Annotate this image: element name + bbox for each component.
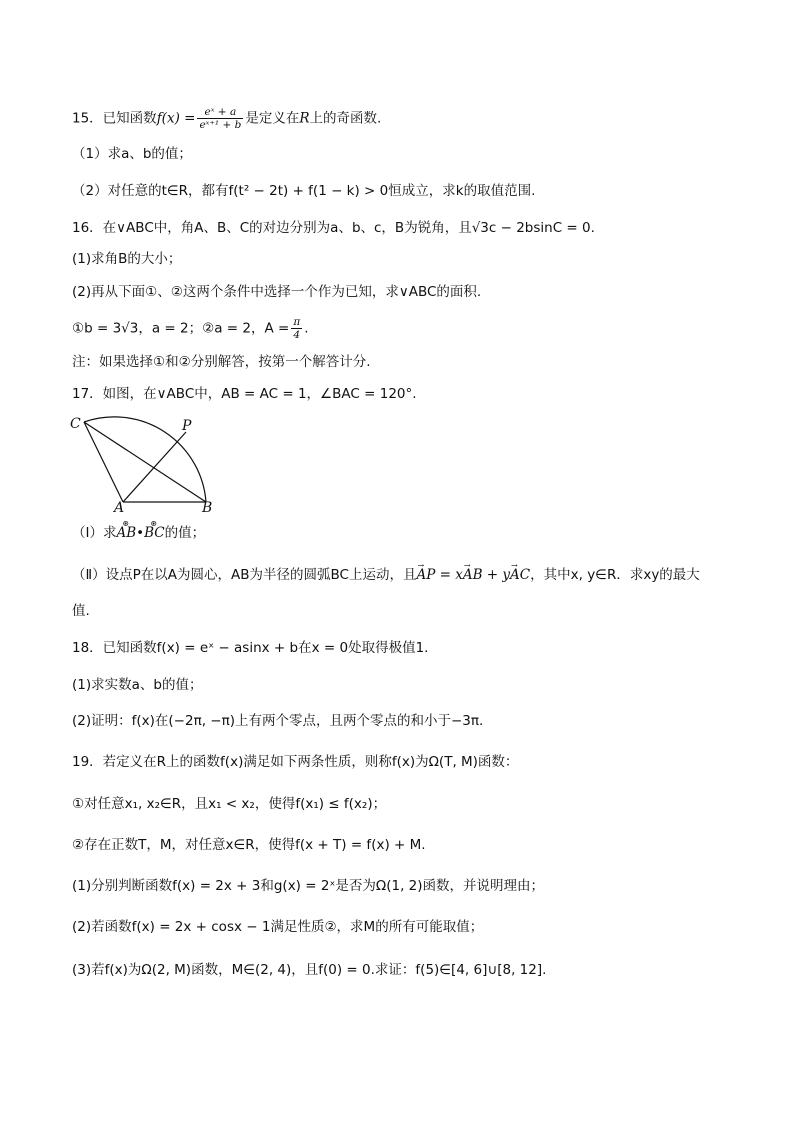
q15-line-1 bbox=[72, 106, 754, 131]
q16-pi-denominator: 4 bbox=[293, 329, 301, 341]
vector-ab-2: → AB bbox=[463, 565, 483, 585]
segment-ca bbox=[84, 422, 123, 502]
vector-ap: → AP bbox=[416, 565, 435, 585]
q15-part-1: （1）求a、b的值； bbox=[72, 146, 192, 162]
q17-part-2-cont: 值. bbox=[72, 603, 90, 619]
q15-fraction-denominator: eˣ⁺¹ + b bbox=[199, 119, 242, 131]
q16-note: 注：如果选择①和②分别解答，按第一个解答计分. bbox=[72, 354, 371, 370]
label-p: P bbox=[182, 418, 192, 434]
q16-pi-fraction bbox=[291, 316, 302, 341]
label-c: C bbox=[70, 416, 81, 432]
label-b: B bbox=[202, 500, 213, 514]
q19-property-2: ②存在正数T，M，对任意x∈R，使得f(x + T) = f(x) + M. bbox=[72, 837, 426, 853]
q15-text-defined: 是定义在 bbox=[245, 110, 300, 127]
q17-part-2-intro: （Ⅱ）设点P在以A为圆心，AB为半径的圆弧BC上运动，且 bbox=[72, 567, 417, 583]
q16-options-end: . bbox=[304, 320, 309, 337]
q18-part-1: (1)求实数a、b的值； bbox=[72, 677, 203, 693]
q19-part-3: (3)若f(x)为Ω(2, M)函数，M∈(2, 4)，且f(0) = 0.求证：f(5)∈[4, 6]∪[8, 12]. bbox=[72, 962, 547, 978]
q19-property-1: ①对任意x₁, x₂∈R，且x₁ < x₂，使得f(x₁) ≤ f(x₂)； bbox=[72, 796, 387, 812]
vector-ac: → AC bbox=[510, 565, 530, 585]
eq-x: = x bbox=[435, 567, 463, 583]
q16-part-1: (1)求角B的大小； bbox=[72, 251, 182, 267]
q16-line-1: 16．在∨ABC中，角A、B、C的对边分别为a、b、c，B为锐角，且√3c − 2bsinC = 0. bbox=[72, 220, 595, 236]
segment-ap bbox=[123, 432, 186, 502]
q17-sector-figure bbox=[66, 410, 226, 514]
q15-fraction bbox=[197, 106, 243, 131]
eq-y: + y bbox=[482, 567, 511, 583]
q15-part-2: （2）对任意的t∈R，都有f(t² − 2t) + f(1 − k) > 0恒成立，求k的取值范围. bbox=[72, 183, 536, 199]
q17-part-1-intro: （Ⅰ）求 bbox=[72, 525, 117, 541]
q15-text-odd: 上的奇函数. bbox=[309, 110, 382, 127]
label-a: A bbox=[114, 500, 125, 514]
q16-options bbox=[72, 316, 754, 341]
q17-part-1-end: 的值； bbox=[164, 525, 206, 541]
q17-part-1 bbox=[72, 523, 754, 543]
q19-line-1: 19．若定义在R上的函数f(x)满足如下两条性质，则称f(x)为Ω(T, M)函数： bbox=[72, 754, 519, 770]
vector-ab: ⊛ AB bbox=[116, 523, 136, 543]
q16-options-text: ①b = 3√3，a = 2；②a = 2，A = bbox=[72, 320, 290, 337]
q19-part-2: (2)若函数f(x) = 2x + cosx − 1满足性质②，求M的所有可能取值； bbox=[72, 919, 484, 935]
q17-line-1: 17．如图，在∨ABC中，AB = AC = 1，∠BAC = 120°. bbox=[72, 386, 417, 402]
dot-operator: • bbox=[136, 525, 145, 541]
q18-part-2: (2)证明：f(x)在(−2π, −π)上有两个零点，且两个零点的和小于−3π. bbox=[72, 713, 484, 729]
q15-fraction-numerator: eˣ + a bbox=[197, 106, 243, 119]
q16-pi-numerator: π bbox=[293, 316, 301, 328]
q19-part-1: (1)分别判断函数f(x) = 2x + 3和g(x) = 2ˣ是否为Ω(1, 2)函数，并说明理由； bbox=[72, 878, 545, 894]
q17-part-2-end: ，其中x, y∈R．求xy的最大 bbox=[530, 567, 700, 583]
vector-bc: ⊛ BC bbox=[144, 523, 165, 543]
q15-text-intro: 15．已知函数 bbox=[72, 110, 157, 127]
q15-function-name: f(x) = bbox=[156, 110, 196, 127]
segment-cb bbox=[84, 422, 206, 502]
q16-part-2: (2)再从下面①、②这两个条件中选择一个作为已知，求∨ABC的面积. bbox=[72, 284, 482, 300]
q15-domain-symbol: R bbox=[299, 110, 310, 127]
q18-line-1: 18．已知函数f(x) = eˣ − asinx + b在x = 0处取得极值1. bbox=[72, 640, 429, 656]
q17-part-2 bbox=[72, 565, 754, 585]
